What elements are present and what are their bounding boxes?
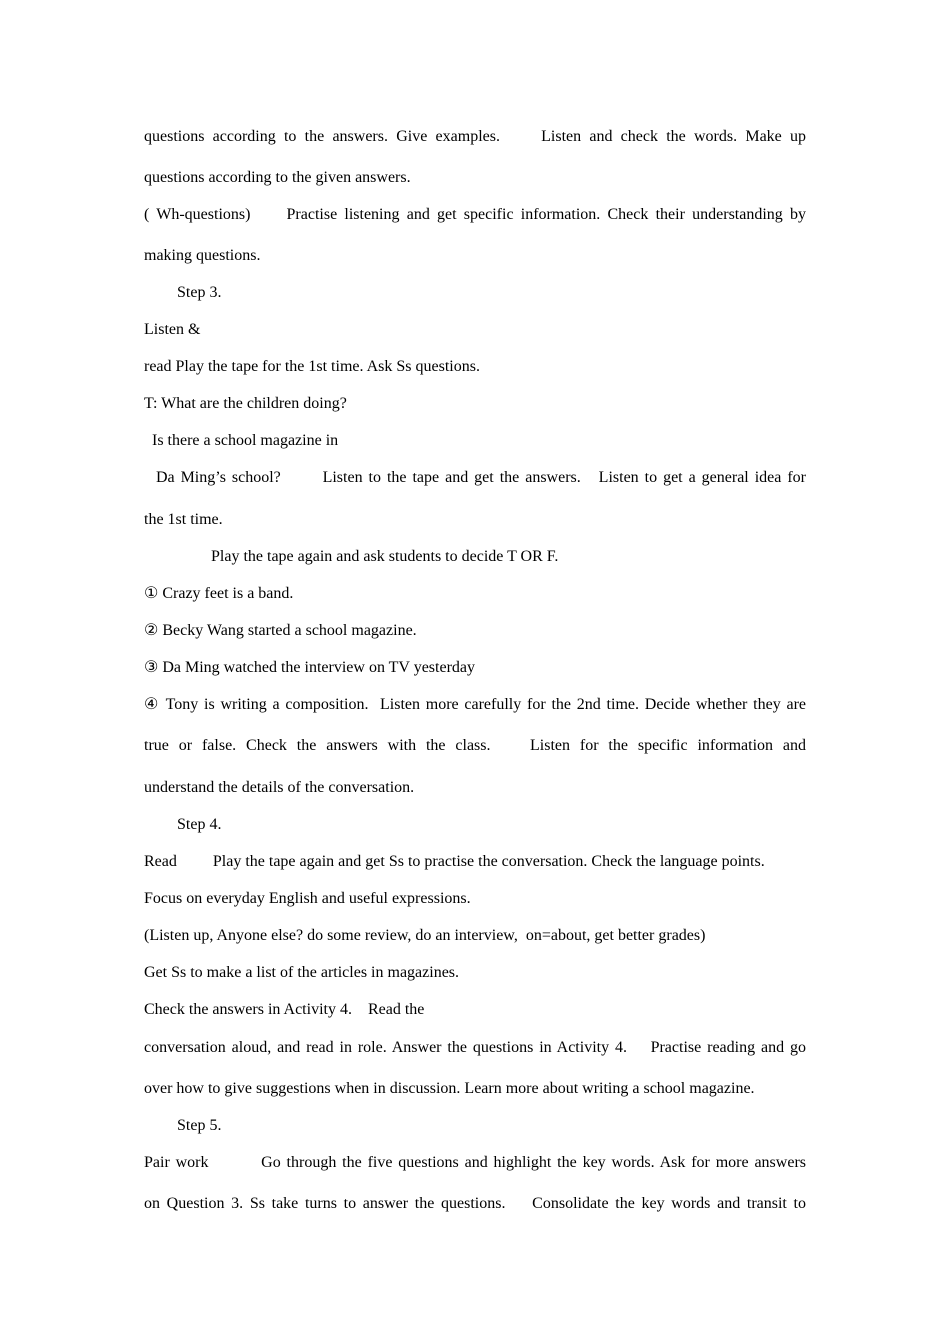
- step-heading: Step 4.: [177, 816, 222, 833]
- text-line: understand the details of the conversation.: [144, 779, 415, 796]
- text-line: Listen &: [144, 321, 201, 338]
- list-item: ④ Tony is writing a composition. Listen more carefully for the 2nd time. Decide whether they are: [144, 696, 806, 713]
- step-heading: Step 3.: [177, 284, 222, 301]
- text-line: Get Ss to make a list of the articles in magazines.: [144, 964, 460, 981]
- text-line: Da Ming’s school? Listen to the tape and get the answers. Listen to get a general idea for: [144, 469, 806, 486]
- list-item: ③ Da Ming watched the interview on TV yesterday: [144, 659, 475, 676]
- text-line: true or false. Check the answers with the class. Listen for the specific information and: [144, 737, 806, 754]
- text-line: Play the tape again and ask students to decide T OR F.: [211, 548, 559, 565]
- text-line: making questions.: [144, 247, 261, 264]
- text-line: Read Play the tape again and get Ss to practise the conversation. Check the language points.: [144, 853, 765, 870]
- text-line: ( Wh-questions) Practise listening and get specific information. Check their understanding by: [144, 206, 806, 223]
- list-item: ① Crazy feet is a band.: [144, 585, 294, 602]
- step-heading: Step 5.: [177, 1117, 222, 1134]
- text-line: questions according to the answers. Give examples. Listen and check the words. Make up: [144, 128, 806, 145]
- text-line: read Play the tape for the 1st time. Ask Ss questions.: [144, 358, 480, 375]
- text-line: (Listen up, Anyone else? do some review, do an interview, on=about, get better grades): [144, 927, 706, 944]
- text-line: questions according to the given answers.: [144, 169, 411, 186]
- list-item: ② Becky Wang started a school magazine.: [144, 622, 417, 639]
- text-line: Pair work Go through the five questions and highlight the key words. Ask for more answers: [144, 1154, 806, 1171]
- text-line: on Question 3. Ss take turns to answer the questions. Consolidate the key words and transit to: [144, 1195, 806, 1212]
- text-line: conversation aloud, and read in role. Answer the questions in Activity 4. Practise reading and go: [144, 1039, 806, 1056]
- text-line: Is there a school magazine in: [144, 432, 339, 449]
- text-line: T: What are the children doing?: [144, 395, 347, 412]
- text-line: over how to give suggestions when in discussion. Learn more about writing a school magazine.: [144, 1080, 755, 1097]
- text-line: the 1st time.: [144, 511, 223, 528]
- text-line: Focus on everyday English and useful expressions.: [144, 890, 471, 907]
- text-line: Check the answers in Activity 4. Read the: [144, 1001, 425, 1018]
